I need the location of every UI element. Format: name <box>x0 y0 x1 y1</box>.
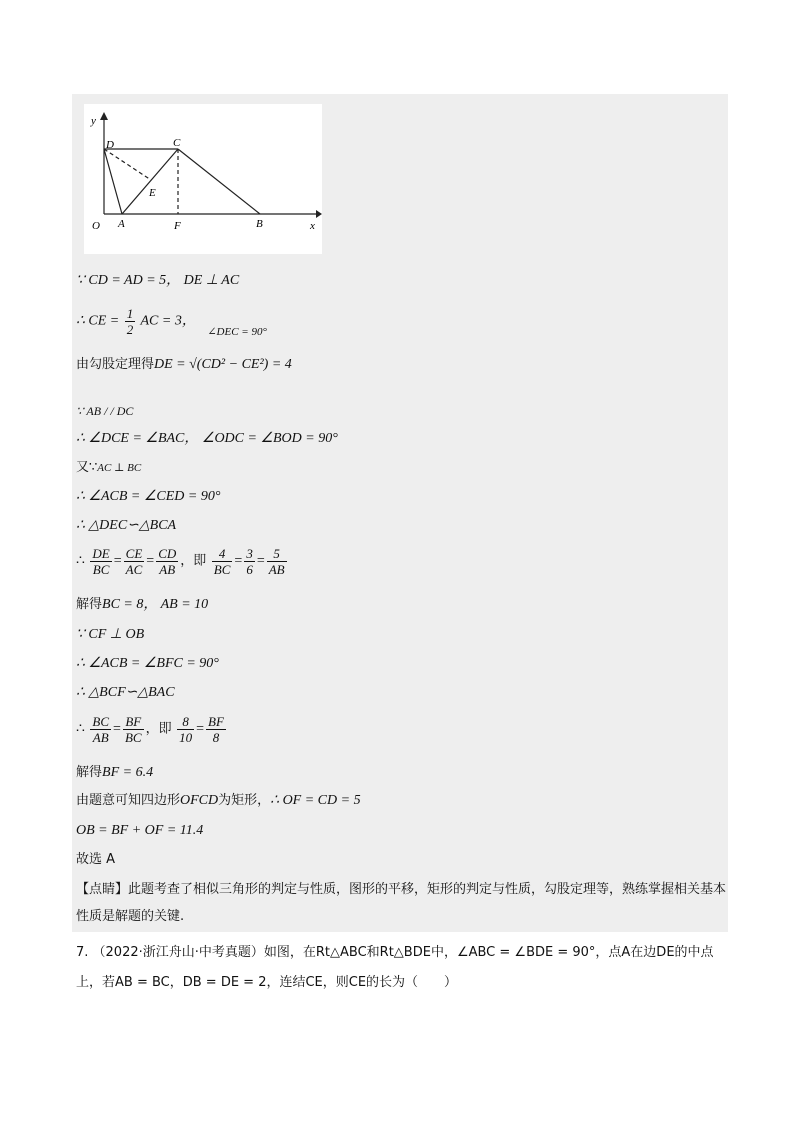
label-d: D <box>106 139 114 151</box>
label-a: A <box>118 218 125 230</box>
step-15: 解得BF = 6.4 <box>76 765 154 780</box>
question-7: 7. （2022·浙江舟山·中考真题）如图，在Rt△ABC和Rt△BDE中，∠ABC = ∠BDE = 90°，点A在边DE的中点上，若AB = BC，DB = DE = 2，连结CE，则CE的长为（ ） <box>76 945 714 990</box>
step-11: ∵ CF ⊥ OB <box>76 627 145 642</box>
label-y: y <box>91 115 96 127</box>
label-o: O <box>92 220 100 232</box>
label-x: x <box>310 220 315 232</box>
step-5: ∴ ∠DCE = ∠BAC， ∠ODC = ∠BOD = 90° <box>76 431 338 446</box>
fraction-half: $\frac{1}{2}$ <box>126 306 134 337</box>
label-b: B <box>256 218 263 230</box>
step-4: ∵ AB / / DC <box>76 404 134 418</box>
label-e: E <box>149 187 156 199</box>
step-16: 由题意可知四边形OFCD为矩形，∴ OF = CD = 5 <box>76 793 361 808</box>
step-6: 又∵AC ⊥ BC <box>76 460 142 475</box>
label-f: F <box>174 220 181 232</box>
step-17: OB = BF + OF = 11.4 <box>76 823 204 838</box>
step-12: ∴ ∠ACB = ∠BFC = 90° <box>76 656 219 671</box>
step-13: ∴ △BCF∽△BAC <box>76 685 175 700</box>
step-2: ∴ CE = $\frac{1}{2}$ AC = 3， $_{\angle DEC = 90^\circ}$ <box>76 306 267 338</box>
coordinate-diagram <box>84 104 322 254</box>
geometry-figure <box>84 104 322 254</box>
comment-paragraph: 【点睛】此题考查了相似三角形的判定与性质，图形的平移，矩形的判定与性质，勾股定理等，熟练掌握相关基本性质是解题的关键. <box>76 882 727 924</box>
step-3: 由勾股定理得DE = √(CD² − CE²) = 4 <box>76 357 292 372</box>
label-c: C <box>173 137 181 149</box>
step-8: ∴ △DEC∽△BCA <box>76 518 177 533</box>
step-9: ∴ $\frac{DE}{BC}$ = $\frac{CE}{AC}$ = $\frac{CD}{AB}$ ，即 $\frac{4}{BC}$ = $\frac{3}{6}$ = $\frac{5}{AB}$ <box>76 546 285 577</box>
step-14: ∴ $\frac{BC}{AB}$ = $\frac{BF}{BC}$ ，即 $\frac{8}{10}$ = $\frac{BF}{8}$ <box>76 714 224 745</box>
step-10: 解得BC = 8， AB = 10 <box>76 597 209 612</box>
step-18: 故选 A <box>76 852 116 867</box>
step-1: ∵ CD = AD = 5， DE ⊥ AC <box>76 273 240 288</box>
step-7: ∴ ∠ACB = ∠CED = 90° <box>76 489 221 504</box>
